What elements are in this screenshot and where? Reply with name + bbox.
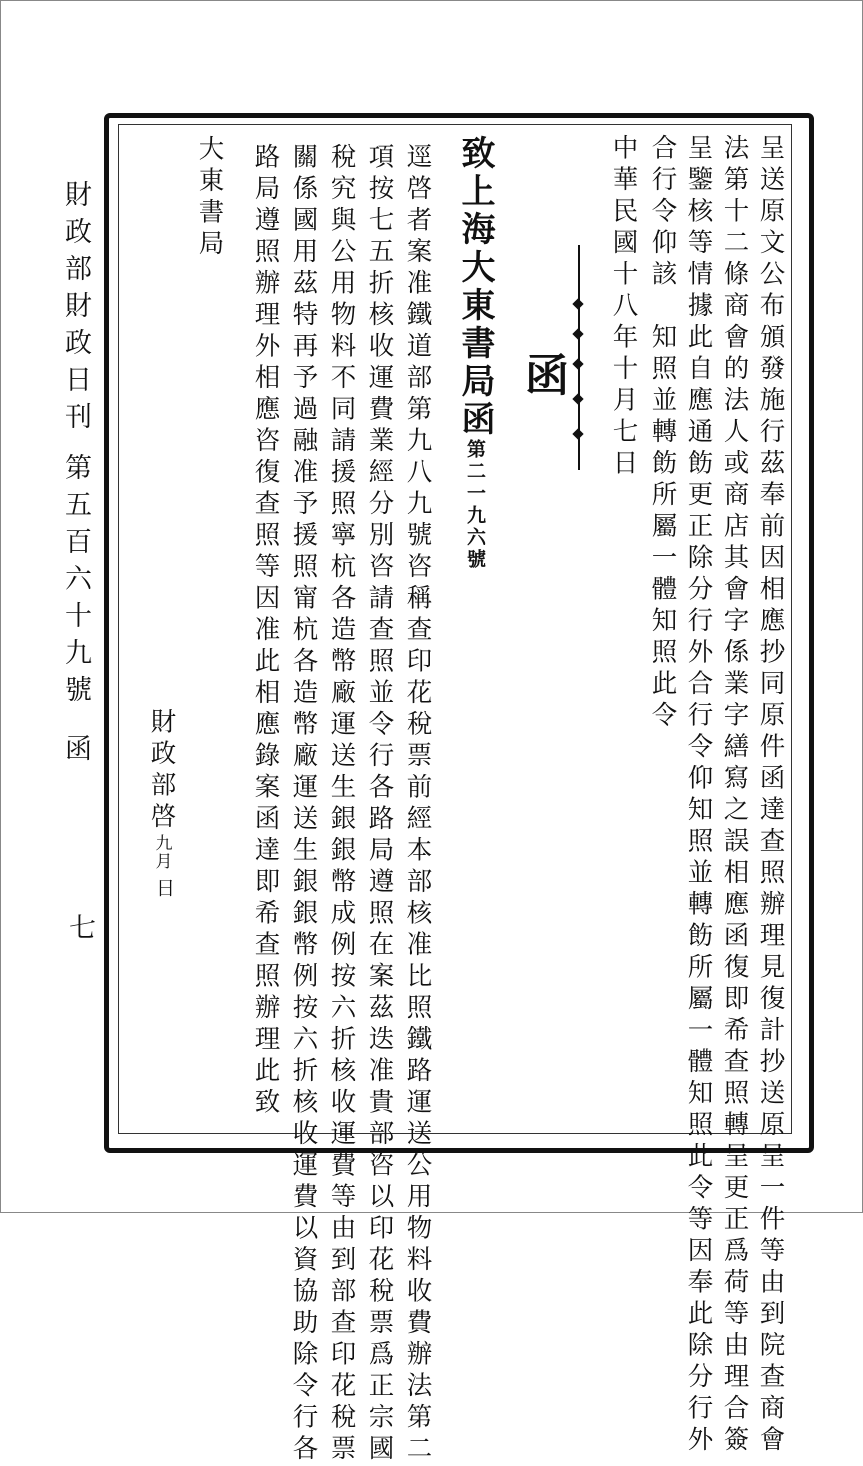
order-line-4: 合行令仰該 知照並轉飭所屬一體知照此令 bbox=[647, 134, 678, 733]
header-section: 函 bbox=[60, 734, 91, 771]
order-line-1: 呈送原文公布頒發施行茲奉前因相應抄同原件函達查照辦理見復計抄送原呈一件等由到院查商會 bbox=[755, 134, 786, 1457]
section-title: 函 bbox=[517, 352, 568, 402]
signature-month: 九月 bbox=[151, 834, 172, 870]
signature-day: 日 bbox=[153, 878, 175, 900]
order-line-2: 法第十二條商會的法人或商店其會字係業字繕寫之誤相應函復即希查照轉呈更正爲荷等由理合簽 bbox=[719, 134, 750, 1457]
letter-body-line-4: 關係國用茲特再予過融准予援照甯杭各造幣廠運送生銀銀幣例按六折核收運費以資協助除令行各 bbox=[288, 143, 319, 1466]
running-header bbox=[62, 180, 89, 771]
signature-text: 財政部啓 bbox=[146, 708, 177, 834]
page-number: 七 bbox=[64, 913, 95, 946]
letter-body-line-1: 逕啓者案准鐵道部第九八九號咨稱查印花稅票前經本部核准比照鐵路運送公用物料收費辦法第二 bbox=[402, 143, 433, 1466]
letter-body-line-2: 項按七五折核收運費業經分別咨請查照並令行各路局遵照在案茲迭准貴部咨以印花稅票爲正宗國 bbox=[364, 143, 395, 1466]
addressee: 大東書局 bbox=[194, 135, 225, 261]
order-line-3: 呈鑒核等情據此自應通飭更正除分行外合行令仰知照並轉飭所屬一體知照此令等因奉此除分行外 bbox=[683, 134, 714, 1457]
issue-number: 第五百六十九號 bbox=[60, 453, 91, 712]
letter-body-line-5: 路局遵照辦理外相應咨復查照等因准此相應錄案函達即希查照辦理此致 bbox=[250, 143, 281, 1120]
journal-title: 財政部財政日刊 bbox=[60, 180, 91, 439]
signature bbox=[146, 708, 177, 870]
letter-heading bbox=[455, 135, 495, 571]
letter-body-line-3: 稅究與公用物料不同請援照寧杭各造幣廠運送生銀銀幣成例按六折核收運費等由到部查印花稅票 bbox=[326, 143, 357, 1466]
letter-heading-number: 第二一九六號 bbox=[464, 439, 486, 571]
letter-heading-text: 致上海大東書局函 bbox=[455, 135, 495, 439]
order-date: 中華民國十八年十月七日 bbox=[608, 134, 639, 481]
